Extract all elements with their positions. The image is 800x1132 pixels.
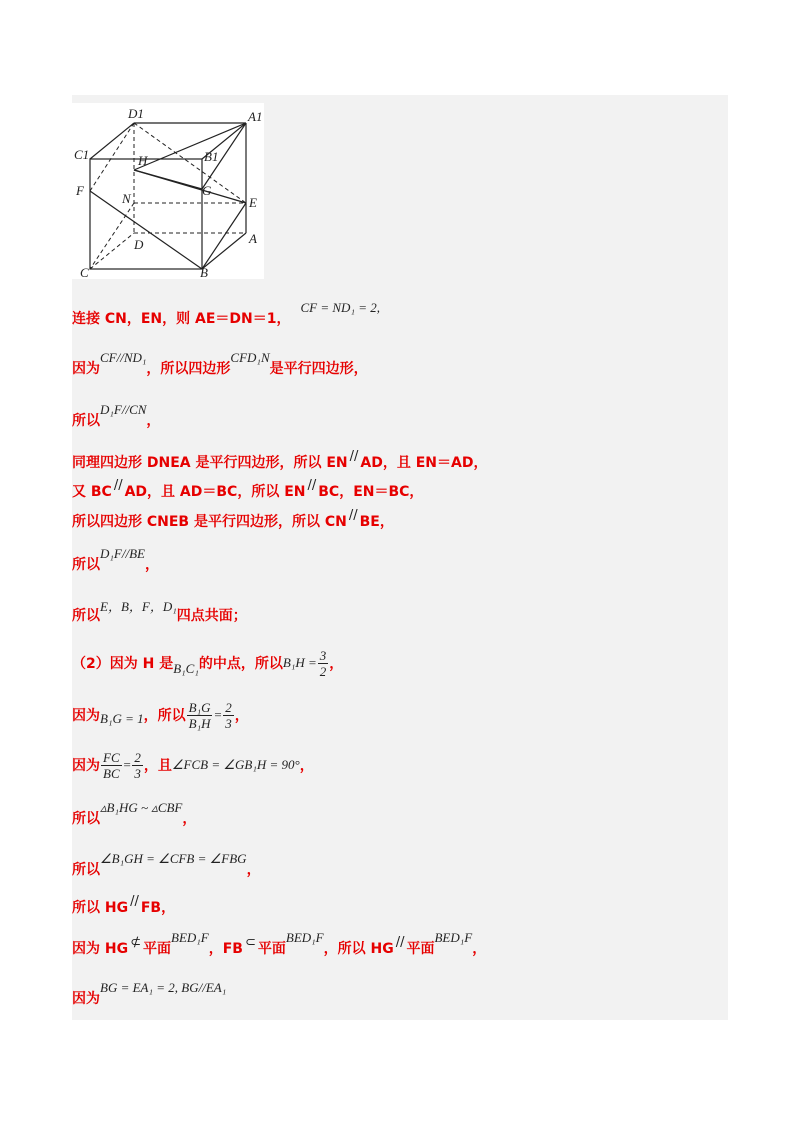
label-C: C [80, 265, 89, 279]
line-text: FB， [140, 900, 176, 916]
line-text: 是平行四边形， [269, 361, 368, 377]
line-text: ， [182, 811, 197, 827]
line-text: ， [146, 413, 161, 429]
line-text: 因为 [72, 991, 100, 1007]
not-subset-symbol: ⊄ [130, 934, 141, 950]
math-expr: ∠B₁GH = ∠CFB = ∠FBG [100, 851, 247, 866]
solution-line [72, 402, 161, 435]
math-expr: B₁C₁ [173, 661, 199, 676]
math-expr: = [122, 757, 132, 772]
line-text: ，所以四边形 [146, 361, 231, 377]
math-expr: = [213, 707, 223, 722]
fraction [318, 648, 329, 679]
line-text: 所以 [72, 413, 100, 429]
cube-diagram [72, 103, 264, 279]
line-text: ， [234, 708, 249, 724]
subset-symbol: ⊂ [244, 934, 256, 950]
fraction [132, 750, 143, 781]
fraction-denominator: 3 [134, 765, 141, 781]
line-text: 所以 [72, 811, 100, 827]
solution-line [72, 648, 343, 678]
label-H: H [138, 153, 148, 168]
line-text: 因为 [72, 708, 100, 724]
line-text: ， [246, 862, 261, 878]
math-expr: ∠FCB = ∠GB₁H = 90° [171, 757, 300, 772]
line-text: 平面 [257, 941, 286, 957]
solution-line [72, 300, 380, 333]
line-text: 因为 HG [72, 941, 129, 957]
line-text: ，所以 [143, 708, 186, 724]
solution-line [72, 546, 159, 579]
line-text: ，且 [143, 758, 172, 774]
line-text: 所以 [72, 557, 100, 573]
solution-line [72, 980, 227, 1013]
line-text: 同理四边形 DNEA 是平行四边形，所以 EN [72, 455, 348, 471]
solution-line [72, 750, 314, 780]
line-text: 的中点，所以 [198, 656, 283, 672]
solution-line [72, 800, 197, 833]
line-text: BC，EN＝BC， [318, 484, 424, 500]
math-expr: CFD₁N [230, 350, 270, 365]
fraction [187, 700, 213, 731]
solution-line [72, 851, 261, 884]
math-expr: D₁F//CN [100, 402, 147, 417]
line-text: ， [144, 557, 159, 573]
fraction-numerator: 2 [225, 699, 232, 715]
line-text: AD，且 EN＝AD， [360, 455, 488, 471]
line-text: 连接 CN，EN，则 AE＝DN＝1， [72, 311, 291, 327]
line-text: AD，且 AD＝BC，所以 EN [124, 484, 306, 500]
label-A: A [249, 231, 257, 246]
line-text: 所以 HG [72, 900, 129, 916]
solution-line [72, 506, 394, 536]
fraction-denominator: 2 [319, 663, 327, 679]
fraction-numerator: FC [103, 749, 120, 765]
line-text: （2）因为 H 是 [72, 656, 174, 672]
label-B: B [200, 265, 208, 279]
label-E: E [249, 195, 257, 210]
math-expr: CF = ND₁ = 2, [300, 300, 380, 315]
fraction-denominator: BC [103, 765, 120, 781]
parallel-symbol: // [395, 934, 405, 950]
math-expr: B₁H = [282, 655, 317, 670]
label-B1: B1 [204, 149, 219, 164]
math-expr: BG = EA₁ = 2, BG//EA₁ [100, 980, 227, 995]
label-N: N [122, 191, 131, 206]
line-text: 因为 [72, 758, 100, 774]
parallel-symbol: // [130, 893, 139, 909]
line-text: ， [299, 758, 314, 774]
math-expr: BED₁F [285, 930, 324, 945]
line-text: 所以 [72, 608, 100, 624]
fraction-numerator: 3 [319, 647, 327, 663]
label-F: F [76, 183, 84, 198]
parallel-symbol: // [349, 448, 359, 464]
label-G: G [202, 183, 212, 198]
line-text: BE， [359, 514, 394, 530]
line-text: 又 BC [72, 484, 112, 500]
math-expr: E，B，F，D₁ [100, 598, 177, 614]
solution-line [72, 600, 247, 630]
line-text: ， [472, 941, 487, 957]
line-text: ，所以 HG [323, 941, 394, 957]
label-D: D [134, 237, 144, 252]
line-text: 因为 [72, 361, 100, 377]
solution-line [72, 892, 175, 922]
cube-figure [72, 103, 264, 279]
line-text: 平面 [406, 941, 435, 957]
math-expr: ▵B₁HG ~ ▵CBF [100, 800, 183, 815]
line-text: 四点共面； [176, 608, 247, 624]
line-text: 平面 [143, 941, 171, 957]
fraction-numerator: 2 [134, 749, 141, 765]
label-C1: C1 [74, 147, 90, 162]
parallel-symbol: // [348, 507, 358, 523]
math-expr: D₁F//BE [100, 546, 145, 561]
line-text: 所以 [72, 862, 100, 878]
math-expr: BED₁F [171, 930, 209, 945]
fraction [223, 700, 234, 731]
parallel-symbol: // [113, 477, 123, 493]
solution-panel [72, 95, 728, 1020]
line-text: ，FB [208, 941, 243, 957]
solution-line [72, 476, 423, 506]
math-expr: B₁G = 1 [100, 711, 144, 726]
solution-line [72, 350, 368, 383]
math-expr: BED₁F [434, 930, 473, 945]
solution-line [72, 447, 487, 477]
fraction-denominator: 3 [225, 715, 232, 731]
solution-line [72, 700, 249, 730]
line-text: 所以四边形 CNEB 是平行四边形，所以 CN [72, 514, 347, 530]
label-D1: D1 [128, 106, 144, 121]
fraction-denominator: B₁H [188, 715, 211, 731]
solution-line [72, 930, 487, 963]
label-A1: A1 [248, 109, 263, 124]
fraction [101, 750, 122, 781]
fraction-numerator: B₁G [188, 699, 211, 715]
parallel-symbol: // [307, 477, 317, 493]
math-expr: CF//ND₁ [100, 350, 147, 365]
line-text: ， [329, 656, 344, 672]
